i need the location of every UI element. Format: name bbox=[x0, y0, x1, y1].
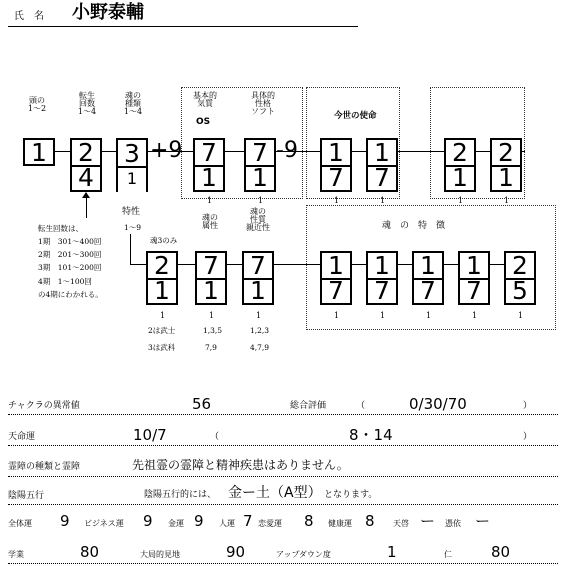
luck-value-health: 8 bbox=[365, 512, 375, 530]
bottom-box-value: 7 bbox=[374, 163, 390, 192]
plus9-operator: +9 bbox=[150, 138, 183, 163]
attr-vals-1: 1,3,5 bbox=[203, 326, 223, 335]
luck-label-health: 健康運 bbox=[328, 519, 352, 528]
yinyang-suffix: となります。 bbox=[324, 490, 378, 500]
destiny-label: 天命運 bbox=[8, 432, 36, 442]
luck-value-revelation: ー bbox=[420, 512, 436, 530]
top-box-mission-2 bbox=[366, 138, 398, 192]
bottom-box-6 bbox=[412, 251, 444, 305]
spirit-label: 霊障の種類と霊障 bbox=[8, 462, 81, 472]
overall-label: 総合評価 bbox=[290, 401, 327, 411]
top-under-2: 1 bbox=[258, 196, 264, 205]
top-under-4: 1 bbox=[380, 196, 386, 205]
top-box-concrete bbox=[244, 138, 276, 192]
trait-range: 1～9 bbox=[124, 223, 142, 232]
bottom-under-6: 1 bbox=[426, 311, 432, 320]
top-box-value: 7 bbox=[246, 140, 274, 167]
bottom-box-2 bbox=[195, 251, 227, 305]
bottom-under-2: 1 bbox=[209, 311, 215, 320]
bottom-box-value: 1 bbox=[201, 163, 217, 192]
rebirth-note: 転生回数は、 1期 301～400回 2期 201～300回 3期 101～200回 4期 1～100回 の4期にわかれる。 bbox=[38, 224, 103, 299]
top-box-value: 7 bbox=[244, 253, 272, 280]
study-underline bbox=[8, 563, 558, 564]
destiny-open: （ bbox=[210, 432, 220, 442]
trait-label: 特性 bbox=[122, 207, 141, 217]
top-box-value: 2 bbox=[72, 140, 100, 167]
top-box-value: 1 bbox=[368, 140, 396, 167]
luck-label-possession: 憑依 bbox=[445, 519, 461, 528]
top-box-value: 2 bbox=[446, 140, 474, 167]
top-box-basic bbox=[193, 138, 225, 192]
bottom-box-value: 5 bbox=[512, 276, 528, 305]
luck-value-love: 8 bbox=[304, 512, 314, 530]
bottom-box-value: 1 bbox=[452, 163, 468, 192]
label-basic: 基本的 気質 bbox=[193, 91, 217, 108]
study-value: 80 bbox=[80, 543, 100, 561]
bottom-box-value: 1 bbox=[203, 276, 219, 305]
chakra-underline bbox=[8, 414, 558, 415]
spirit-value: 先祖霊の霊障と精神疾患はありません。 bbox=[132, 458, 349, 472]
luck-value-business: 9 bbox=[143, 512, 153, 530]
minus9-operator: -9 bbox=[276, 138, 298, 163]
bottom-box-4 bbox=[320, 251, 352, 305]
bottom-box-value: 7 bbox=[420, 276, 436, 305]
chakra-label: チャクラの異常値 bbox=[8, 401, 80, 411]
bottom-under-3: 1 bbox=[256, 311, 262, 320]
label-soul-nature: 魂の 性質 親近性 bbox=[246, 207, 270, 232]
top-box-mission-1 bbox=[320, 138, 352, 192]
luck-label-overall: 全体運 bbox=[8, 519, 32, 528]
study-label: 学業 bbox=[8, 550, 24, 559]
updown-label: アップダウン度 bbox=[276, 550, 331, 559]
top-box-soul-type bbox=[116, 138, 148, 192]
top-box-value: 1 bbox=[322, 140, 350, 167]
bottom-box-value: 1 bbox=[252, 163, 268, 192]
destiny-close: ） bbox=[523, 432, 533, 442]
top-box-value: 1 bbox=[322, 253, 350, 280]
top-box-value: 3 bbox=[118, 140, 146, 168]
broad-label: 大局的見地 bbox=[140, 550, 180, 559]
top-box-right-2 bbox=[490, 138, 522, 192]
head-box: 1 bbox=[23, 138, 55, 166]
overall-value: 0/30/70 bbox=[409, 395, 467, 413]
broad-value: 90 bbox=[226, 543, 246, 561]
bottom-box-5 bbox=[366, 251, 398, 305]
top-under-3: 1 bbox=[334, 196, 340, 205]
updown-value: 1 bbox=[387, 543, 397, 561]
destiny-value2: 8・14 bbox=[349, 426, 393, 444]
chakra-value: 56 bbox=[192, 395, 212, 413]
label-os: OS bbox=[196, 117, 211, 127]
label-mission: 今世の使命 bbox=[334, 111, 377, 121]
bottom-under-1: 1 bbox=[160, 311, 166, 320]
label-head: 頭の 1～2 bbox=[27, 96, 47, 113]
luck-label-business: ビジネス運 bbox=[84, 519, 124, 528]
attr-note-1: 2は武士 bbox=[148, 326, 176, 335]
luck-value-money: 9 bbox=[194, 512, 204, 530]
destiny-value: 10/7 bbox=[133, 426, 167, 444]
top-box-value: 1 bbox=[368, 253, 396, 280]
bottom-box-value: 7 bbox=[328, 276, 344, 305]
trait-connector-h bbox=[130, 264, 146, 265]
overall-close: ） bbox=[523, 401, 533, 411]
destiny-underline bbox=[8, 445, 558, 446]
yinyang-label: 陰陽五行 bbox=[8, 491, 45, 501]
luck-value-people: 7 bbox=[243, 512, 253, 530]
luck-value-possession: ー bbox=[475, 512, 491, 530]
label-soul-type: 魂の 種類 1～4 bbox=[123, 91, 143, 116]
top-under-1: 1 bbox=[207, 196, 213, 205]
bottom-box-value: 1 bbox=[498, 163, 514, 192]
luck-label-revelation: 天啓 bbox=[393, 519, 409, 528]
attr-note-2: 3は武科 bbox=[148, 343, 176, 352]
soul3only-label: 魂3のみ bbox=[150, 236, 178, 245]
top-under-5: 1 bbox=[458, 196, 464, 205]
top-box-value: 2 bbox=[148, 253, 176, 280]
top-under-6: 1 bbox=[504, 196, 510, 205]
bottom-box-value: 1 bbox=[126, 169, 138, 188]
bottom-box-value: 7 bbox=[374, 276, 390, 305]
label-rebirth: 転生 回数 1～4 bbox=[77, 91, 97, 116]
soul-features-label: 魂 の 特 徴 bbox=[382, 221, 446, 231]
bottom-box-value: 7 bbox=[328, 163, 344, 192]
bottom-box-3 bbox=[242, 251, 274, 305]
bottom-box-7 bbox=[458, 251, 490, 305]
luck-label-love: 恋愛運 bbox=[258, 519, 282, 528]
top-box-value: 2 bbox=[492, 140, 520, 167]
bottom-box-value: 4 bbox=[78, 163, 94, 192]
yinyang-value: 金ー土（A型） bbox=[228, 485, 322, 501]
bottom-under-4: 1 bbox=[334, 311, 340, 320]
name-underline bbox=[8, 26, 358, 27]
luck-label-people: 人運 bbox=[219, 519, 235, 528]
jin-value: 80 bbox=[491, 543, 511, 561]
top-box-rebirth bbox=[70, 138, 102, 192]
luck-label-money: 金運 bbox=[168, 519, 184, 528]
nature-vals-2: 4,7,9 bbox=[250, 343, 270, 352]
name-label: 氏 名 bbox=[14, 11, 44, 22]
trait-connector bbox=[130, 234, 131, 264]
bottom-under-5: 1 bbox=[380, 311, 386, 320]
bottom-box-value: 1 bbox=[154, 276, 170, 305]
luck-value-overall: 9 bbox=[60, 512, 70, 530]
top-box-value: 1 bbox=[460, 253, 488, 280]
bottom-under-8: 1 bbox=[518, 311, 524, 320]
attr-vals-2: 7,9 bbox=[205, 343, 217, 352]
bottom-box-value: 1 bbox=[250, 276, 266, 305]
top-box-value: 2 bbox=[506, 253, 534, 280]
top-box-right-1 bbox=[444, 138, 476, 192]
bottom-box-8 bbox=[504, 251, 536, 305]
top-box-value: 7 bbox=[195, 140, 223, 167]
overall-open: （ bbox=[356, 401, 366, 411]
bottom-box-value: 7 bbox=[466, 276, 482, 305]
label-concrete: 具体的 性格 ソフト bbox=[251, 91, 275, 116]
yinyang-prefix: 陰陽五行的には、 bbox=[144, 490, 217, 500]
arrow-up-icon bbox=[82, 192, 90, 198]
yinyang-underline bbox=[8, 504, 558, 505]
nature-vals-1: 1,2,3 bbox=[250, 326, 270, 335]
bottom-under-7: 1 bbox=[472, 311, 478, 320]
jin-label: 仁 bbox=[444, 550, 452, 559]
top-box-value: 7 bbox=[197, 253, 225, 280]
top-box-value: 1 bbox=[414, 253, 442, 280]
label-soul-attr: 魂の 属性 bbox=[202, 213, 218, 230]
person-name: 小野泰輔 bbox=[72, 2, 144, 23]
spirit-underline bbox=[8, 476, 558, 477]
bottom-box-1 bbox=[146, 251, 178, 305]
